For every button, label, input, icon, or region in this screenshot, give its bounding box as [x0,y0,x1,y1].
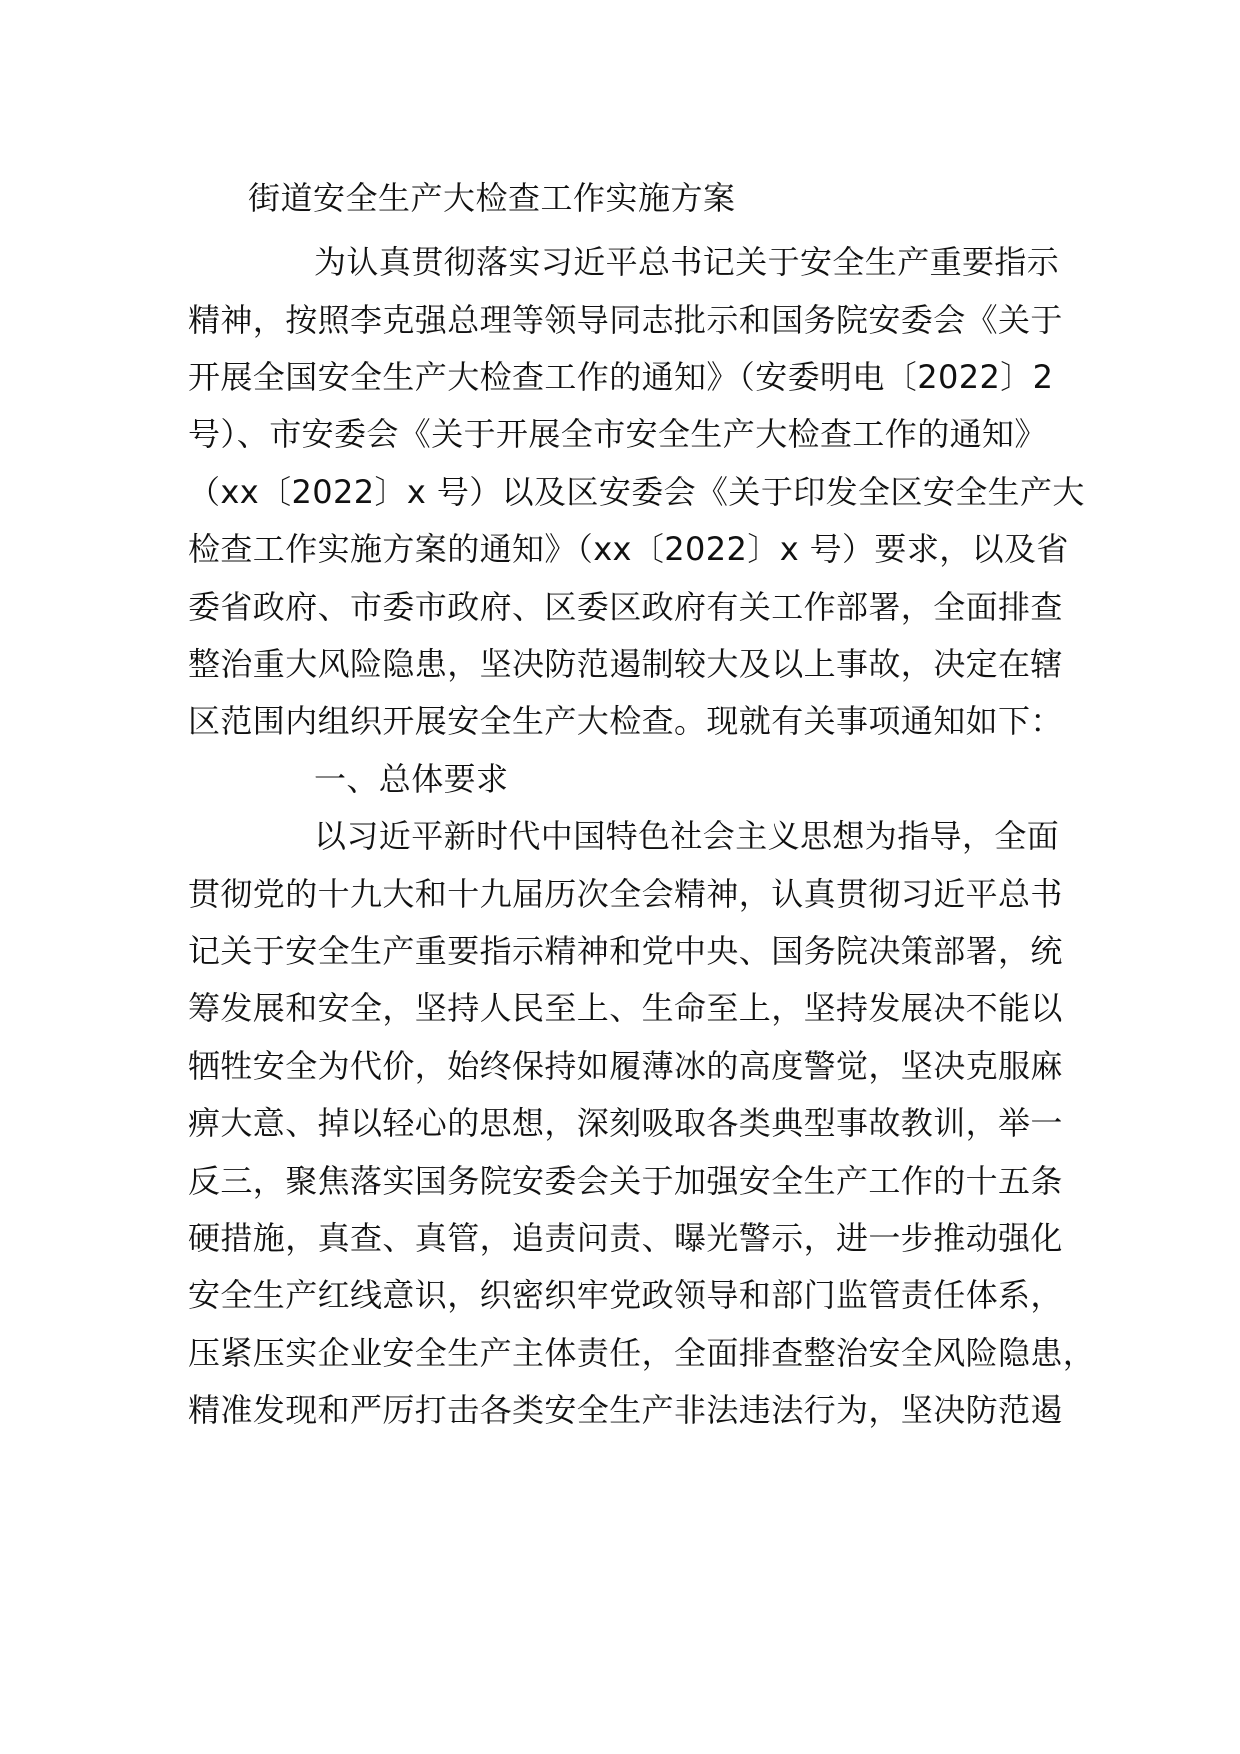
paragraph-line: 硬措施，真查、真管，追责问责、曝光警示，进一步推动强化 [188,1219,1063,1257]
paragraph-line: 筹发展和安全，坚持人民至上、生命至上，坚持发展决不能以 [188,989,1063,1027]
paragraph-line: 痹大意、掉以轻心的思想，深刻吸取各类典型事故教训，举一 [188,1104,1063,1142]
paragraph-line: 号）、市安委会《关于开展全市安全生产大检查工作的通知》 [188,415,1047,453]
paragraph-line: 精准发现和严厉打击各类安全生产非法违法行为，坚决防范遏 [188,1391,1063,1429]
paragraph-line: 整治重大风险隐患，坚决防范遏制较大及以上事故，决定在辖 [188,645,1063,683]
section-heading: 一、总体要求 [314,760,509,798]
paragraph-line: 反三，聚焦落实国务院安委会关于加强安全生产工作的十五条 [188,1162,1063,1200]
paragraph-line: 区范围内组织开展安全生产大检查。现就有关事项通知如下： [188,702,1063,740]
paragraph-line: 记关于安全生产重要指示精神和党中央、国务院决策部署，统 [188,932,1063,970]
paragraph-line: 牺牲安全为代价，始终保持如履薄冰的高度警觉，坚决克服麻 [188,1047,1063,1085]
paragraph-line: 安全生产红线意识，织密织牢党政领导和部门监管责任体系， [188,1276,1063,1314]
paragraph-line: 精神，按照李克强总理等领导同志批示和国务院安委会《关于 [188,301,1063,339]
paragraph-line: 压紧压实企业安全生产主体责任，全面排查整治安全风险隐患， [188,1334,1096,1372]
paragraph-line: （xx〔2022〕x 号）以及区安委会《关于印发全区安全生产大 [188,473,1085,511]
paragraph-line: 以习近平新时代中国特色社会主义思想为指导，全面 [314,817,1060,855]
paragraph-line: 委省政府、市委市政府、区委区政府有关工作部署，全面排查 [188,588,1063,626]
paragraph-line: 开展全国安全生产大检查工作的通知》（安委明电〔2022〕2 [188,358,1054,396]
paragraph-line: 为认真贯彻落实习近平总书记关于安全生产重要指示 [314,243,1060,281]
paragraph-line: 贯彻党的十九大和十九届历次全会精神，认真贯彻习近平总书 [188,875,1063,913]
paragraph-line: 检查工作实施方案的通知》（xx〔2022〕x 号）要求，以及省 [188,530,1069,568]
document-title: 街道安全生产大检查工作实施方案 [248,179,736,217]
